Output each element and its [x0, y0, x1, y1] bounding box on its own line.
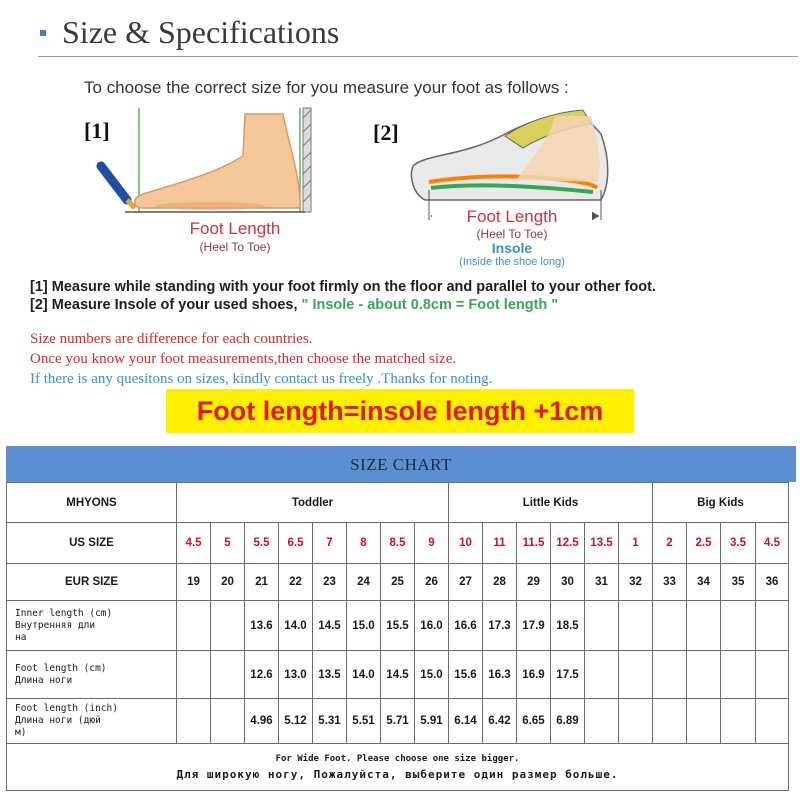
foot-length-cm-cell: [177, 651, 211, 699]
foot-length-cm-cell: [211, 651, 245, 699]
us-size-cell: 3.5: [721, 523, 756, 564]
foot-length-cm-cell: 17.5: [551, 651, 585, 699]
foot-length-inch-cell: [756, 699, 789, 744]
inner-length-cell: 15.5: [381, 601, 415, 651]
footnote-cell: [7, 744, 789, 791]
foot-length-inch-cell: 6.42: [483, 699, 517, 744]
foot-length-cm-cell: [756, 651, 789, 699]
us-size-cell: 13.5: [585, 523, 619, 564]
inner-length-cell: [653, 601, 687, 651]
size-chart-table: [6, 482, 789, 791]
eur-size-cell: 35: [721, 564, 756, 601]
inner-length-cell: 15.0: [347, 601, 381, 651]
foot-measure-illustration: [95, 104, 325, 216]
eur-size-cell: 27: [449, 564, 483, 601]
eur-size-cell: 31: [585, 564, 619, 601]
foot-length-inch-cell: 5.71: [381, 699, 415, 744]
inner-length-cell: [177, 601, 211, 651]
foot-length-inch-cell: [211, 699, 245, 744]
foot-length-cm-cell: 14.0: [347, 651, 381, 699]
foot-length-cm-cell: 13.5: [313, 651, 347, 699]
foot-length-inch-label: Foot length (inch) Длина ноги (дюй м): [7, 699, 177, 744]
group-toddler: Toddler: [177, 483, 449, 523]
eur-size-label: EUR SIZE: [7, 564, 177, 601]
us-size-cell: 12.5: [551, 523, 585, 564]
us-size-cell: 11.5: [517, 523, 551, 564]
us-size-cell: 7: [313, 523, 347, 564]
eur-size-cell: 21: [245, 564, 279, 601]
foot-length-inch-cell: [721, 699, 756, 744]
inner-length-cell: [585, 601, 619, 651]
us-size-label: US SIZE: [7, 523, 177, 564]
pencil: [101, 166, 127, 200]
foot-length-inch-cell: 5.51: [347, 699, 381, 744]
foot-length-inch-cell: 4.96: [245, 699, 279, 744]
inner-length-cell: 17.3: [483, 601, 517, 651]
group-row: [7, 483, 789, 523]
group-big-kids: Big Kids: [653, 483, 789, 523]
us-size-cell: 4.5: [177, 523, 211, 564]
size-note-1: Size numbers are difference for each countries.: [30, 331, 313, 347]
size-chart: [6, 446, 796, 790]
eur-size-cell: 26: [415, 564, 449, 601]
foot-length-inch-cell: 5.91: [415, 699, 449, 744]
intro-text: To choose the correct size for you measure your foot as follows :: [84, 78, 569, 97]
inner-length-cell: 18.5: [551, 601, 585, 651]
footnote-row: [7, 744, 789, 791]
us-size-cell: 2: [653, 523, 687, 564]
title-divider: [38, 56, 798, 57]
inner-length-cell: [687, 601, 721, 651]
eur-size-cell: 22: [279, 564, 313, 601]
eur-size-cell: 29: [517, 564, 551, 601]
figure-one-label: [1]: [84, 118, 110, 143]
page-title: Size & Specifications: [62, 14, 340, 50]
footnote-russian: Для широкую ногу, Пожалуйста, выберите один размер больше.: [176, 768, 619, 781]
us-size-cell: 11: [483, 523, 517, 564]
size-chart-title: SIZE CHART: [350, 455, 452, 474]
footnote-english: For Wide Foot. Please choose one size bigger.: [275, 754, 520, 764]
foot-length-cm-cell: [653, 651, 687, 699]
table-row: [7, 699, 789, 744]
foot-length-cm-cell: 12.6: [245, 651, 279, 699]
inner-length-cell: 17.9: [517, 601, 551, 651]
us-size-cell: 2.5: [687, 523, 721, 564]
inner-length-cell: 14.0: [279, 601, 313, 651]
eur-size-cell: 34: [687, 564, 721, 601]
size-chart-header: [6, 446, 796, 482]
eur-size-cell: 36: [756, 564, 789, 601]
inner-length-cell: [756, 601, 789, 651]
foot-length-banner: [166, 389, 634, 433]
eur-size-cell: 20: [211, 564, 245, 601]
group-little-kids: Little Kids: [449, 483, 653, 523]
eur-size-cell: 28: [483, 564, 517, 601]
brand-cell: MHYONS: [7, 483, 177, 523]
foot-length-cm-cell: 16.9: [517, 651, 551, 699]
us-size-cell: 8.5: [381, 523, 415, 564]
foot-length-inch-cell: [653, 699, 687, 744]
size-note-2: Once you know your foot measurements,then choose the matched size.: [30, 351, 457, 367]
table-row: [7, 601, 789, 651]
figure-two-label: [2]: [373, 120, 399, 145]
inner-length-cell: [211, 601, 245, 651]
wall: [303, 108, 311, 212]
foot-length-cm-cell: [687, 651, 721, 699]
eur-size-cell: 33: [653, 564, 687, 601]
figure-two-caption: Foot Length: [432, 207, 592, 227]
table-row: [7, 523, 789, 564]
inner-length-cell: 16.0: [415, 601, 449, 651]
table-row: [7, 564, 789, 601]
foot-length-inch-cell: 5.12: [279, 699, 313, 744]
inner-length-cell: 13.6: [245, 601, 279, 651]
figure-one-caption: Foot Length: [189, 219, 281, 238]
eur-size-cell: 32: [619, 564, 653, 601]
us-size-cell: 10: [449, 523, 483, 564]
us-size-cell: 1: [619, 523, 653, 564]
eur-size-cell: 25: [381, 564, 415, 601]
us-size-cell: 6.5: [279, 523, 313, 564]
us-size-cell: 9: [415, 523, 449, 564]
foot-length-cm-cell: 15.0: [415, 651, 449, 699]
insole-formula: " Insole - about 0.8cm = Foot length ": [301, 297, 559, 313]
eur-size-cell: 19: [177, 564, 211, 601]
foot-length-inch-cell: [177, 699, 211, 744]
insole-label: Insole: [491, 240, 533, 256]
size-note-3: If there is any quesitons on sizes, kindly contact us freely .Thanks for noting.: [30, 371, 493, 387]
table-row: [7, 651, 789, 699]
foot-length-cm-cell: 14.5: [381, 651, 415, 699]
instruction-line-2: [30, 297, 558, 313]
eur-size-cell: 24: [347, 564, 381, 601]
us-size-cell: 4.5: [756, 523, 789, 564]
foot-length-inch-cell: 6.14: [449, 699, 483, 744]
foot-shape: [135, 114, 300, 208]
foot-length-cm-cell: 13.0: [279, 651, 313, 699]
instruction-line-1: [1] Measure while standing with your foot firmly on the floor and parallel to your other foot.: [30, 279, 656, 295]
us-size-cell: 5.5: [245, 523, 279, 564]
figure-two-subcaption: (Heel To Toe): [476, 227, 548, 241]
foot-length-cm-cell: [619, 651, 653, 699]
us-size-cell: 5: [211, 523, 245, 564]
foot-length-cm-cell: [585, 651, 619, 699]
foot-length-cm-cell: 15.6: [449, 651, 483, 699]
figure-one-subcaption: (Heel To Toe): [199, 240, 271, 254]
inner-length-label: Inner length (cm) Внутренняя дли на: [7, 601, 177, 651]
eur-size-cell: 23: [313, 564, 347, 601]
inner-length-cell: [721, 601, 756, 651]
foot-length-inch-cell: [619, 699, 653, 744]
inner-length-cell: 16.6: [449, 601, 483, 651]
us-size-cell: 8: [347, 523, 381, 564]
inner-length-cell: [619, 601, 653, 651]
foot-length-cm-cell: 16.3: [483, 651, 517, 699]
eur-size-cell: 30: [551, 564, 585, 601]
foot-length-inch-cell: 6.89: [551, 699, 585, 744]
foot-length-inch-cell: 6.65: [517, 699, 551, 744]
foot-length-inch-cell: [687, 699, 721, 744]
insole-sublabel: (Inside the shoe long): [459, 256, 565, 268]
foot-length-cm-cell: [721, 651, 756, 699]
title-bullet: [40, 30, 46, 36]
foot-length-cm-label: Foot length (cm) Длина ноги: [7, 651, 177, 699]
inner-length-cell: 14.5: [313, 601, 347, 651]
foot-length-inch-cell: 5.31: [313, 699, 347, 744]
instruction-line-2-text: [2] Measure Insole of your used shoes,: [30, 297, 302, 313]
foot-length-inch-cell: [585, 699, 619, 744]
foot-length-banner-text: Foot length=insole length +1cm: [196, 396, 604, 426]
